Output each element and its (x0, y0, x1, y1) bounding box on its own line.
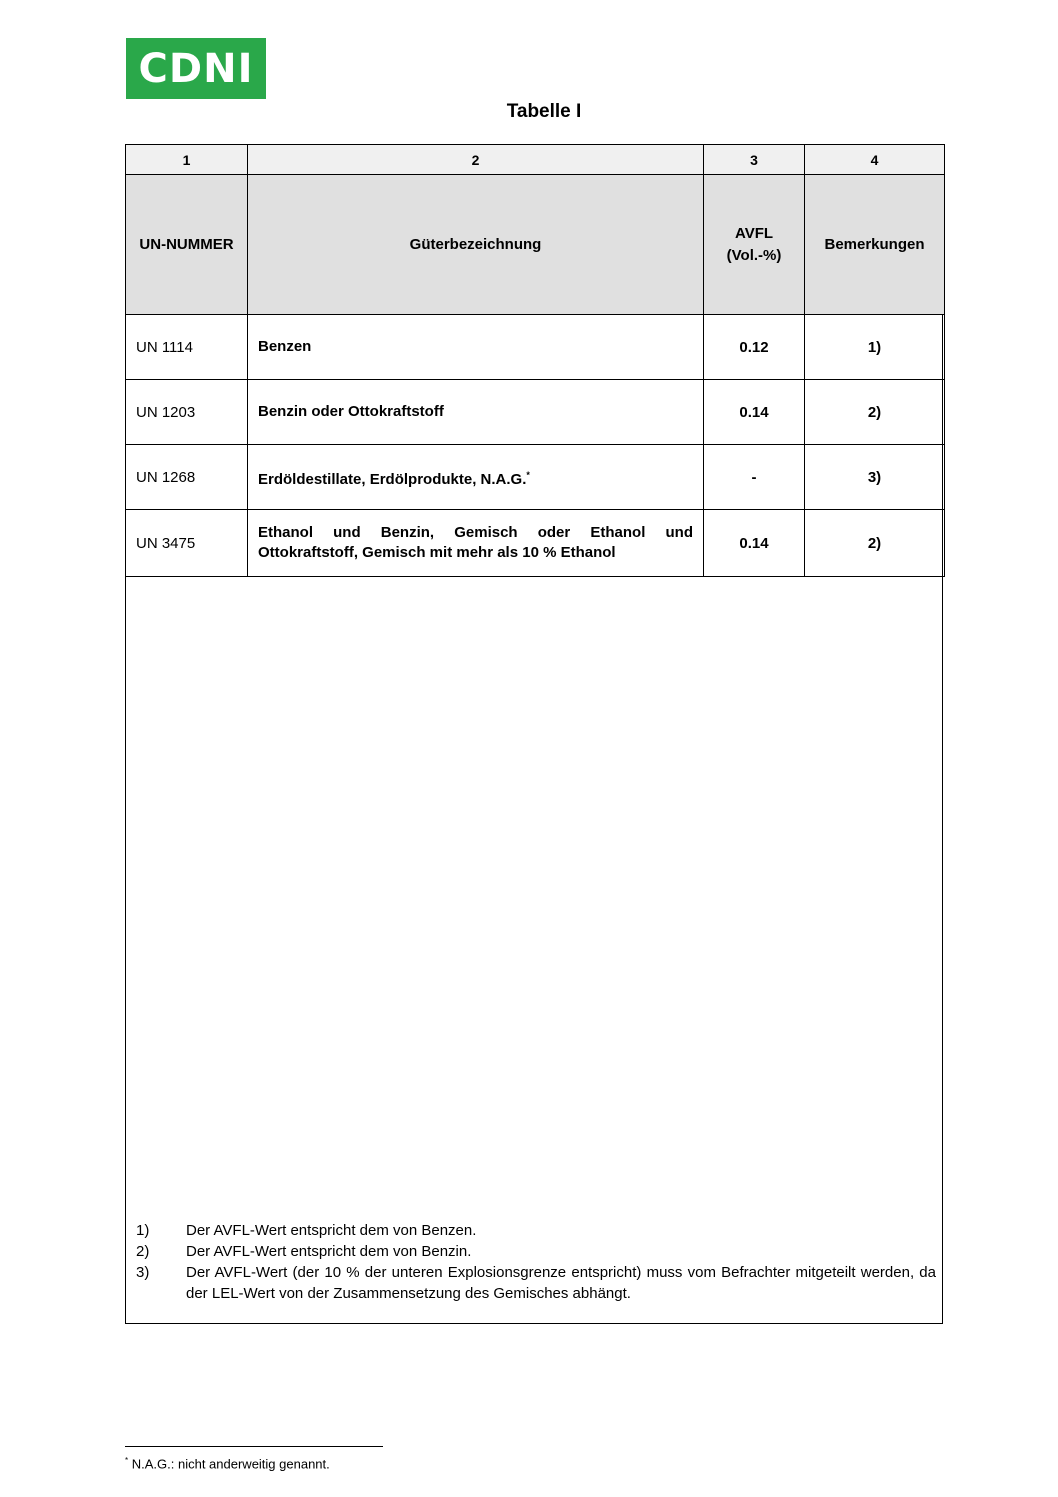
footnote-mark: * (526, 469, 530, 480)
un-number-cell: UN 1268 (126, 445, 248, 510)
remark-cell: 3) (805, 445, 945, 510)
note-item (136, 1262, 936, 1304)
goods-name-text: Erdöldestillate, Erdölprodukte, N.A.G. (258, 470, 527, 488)
goods-name-cell (248, 445, 704, 510)
note-item (136, 1220, 936, 1241)
footnote-divider (125, 1446, 383, 1447)
note-number: 2) (136, 1243, 150, 1260)
footnote-text: N.A.G.: nicht anderweitig genannt. (131, 1456, 330, 1472)
avfl-cell: 0.14 (704, 380, 805, 445)
goods-name-cell: Benzin oder Ottokraftstoff (248, 380, 704, 445)
cdni-logo: CDNI (126, 38, 266, 99)
note-number: 3) (136, 1264, 150, 1281)
header-goods-name: Güterbezeichnung (248, 175, 704, 315)
header-avfl (704, 175, 805, 315)
goods-name-cell: Benzen (248, 315, 704, 380)
header-avfl-line1: AVFL (734, 224, 774, 242)
column-number: 4 (805, 145, 945, 175)
column-number: 1 (126, 145, 248, 175)
header-row (126, 175, 945, 315)
un-number-cell: UN 3475 (126, 510, 248, 577)
footnote (125, 1456, 330, 1471)
un-number-cell: UN 1203 (126, 380, 248, 445)
header-avfl-line2: (Vol.-%) (726, 246, 782, 264)
note-text: Der AVFL-Wert (der 10 % der unteren Explosionsgrenze entspricht) muss vom Befrachter mitgeteilt werden, da der LEL-Wert von der Zusammensetzung des Gemisches abhängt. (186, 1264, 936, 1302)
avfl-cell: 0.12 (704, 315, 805, 380)
table-row (126, 510, 945, 577)
note-text: Der AVFL-Wert entspricht dem von Benzin. (186, 1243, 472, 1260)
remark-cell: 1) (805, 315, 945, 380)
remarks-notes (136, 1220, 936, 1304)
note-number: 1) (136, 1222, 150, 1239)
page-title: Tabelle I (506, 101, 582, 122)
table-row (126, 380, 945, 445)
column-number-row (126, 145, 945, 175)
table-row (126, 445, 945, 510)
header-remarks: Bemerkungen (805, 175, 945, 315)
un-number-cell: UN 1114 (126, 315, 248, 380)
avfl-cell: 0.14 (704, 510, 805, 577)
footnote-mark: * (125, 1456, 129, 1465)
goods-name-cell: Ethanol und Benzin, Gemisch oder Ethanol und Ottokraftstoff, Gemisch mit mehr als 10 % Ethanol (248, 510, 704, 577)
table-row (126, 315, 945, 380)
column-number: 3 (704, 145, 805, 175)
avfl-cell: - (704, 445, 805, 510)
column-number: 2 (248, 145, 704, 175)
remark-cell: 2) (805, 510, 945, 577)
remark-cell: 2) (805, 380, 945, 445)
note-item (136, 1241, 936, 1262)
header-un-number: UN-NUMMER (126, 175, 248, 315)
substance-table (125, 144, 945, 577)
note-text: Der AVFL-Wert entspricht dem von Benzen. (186, 1222, 477, 1239)
